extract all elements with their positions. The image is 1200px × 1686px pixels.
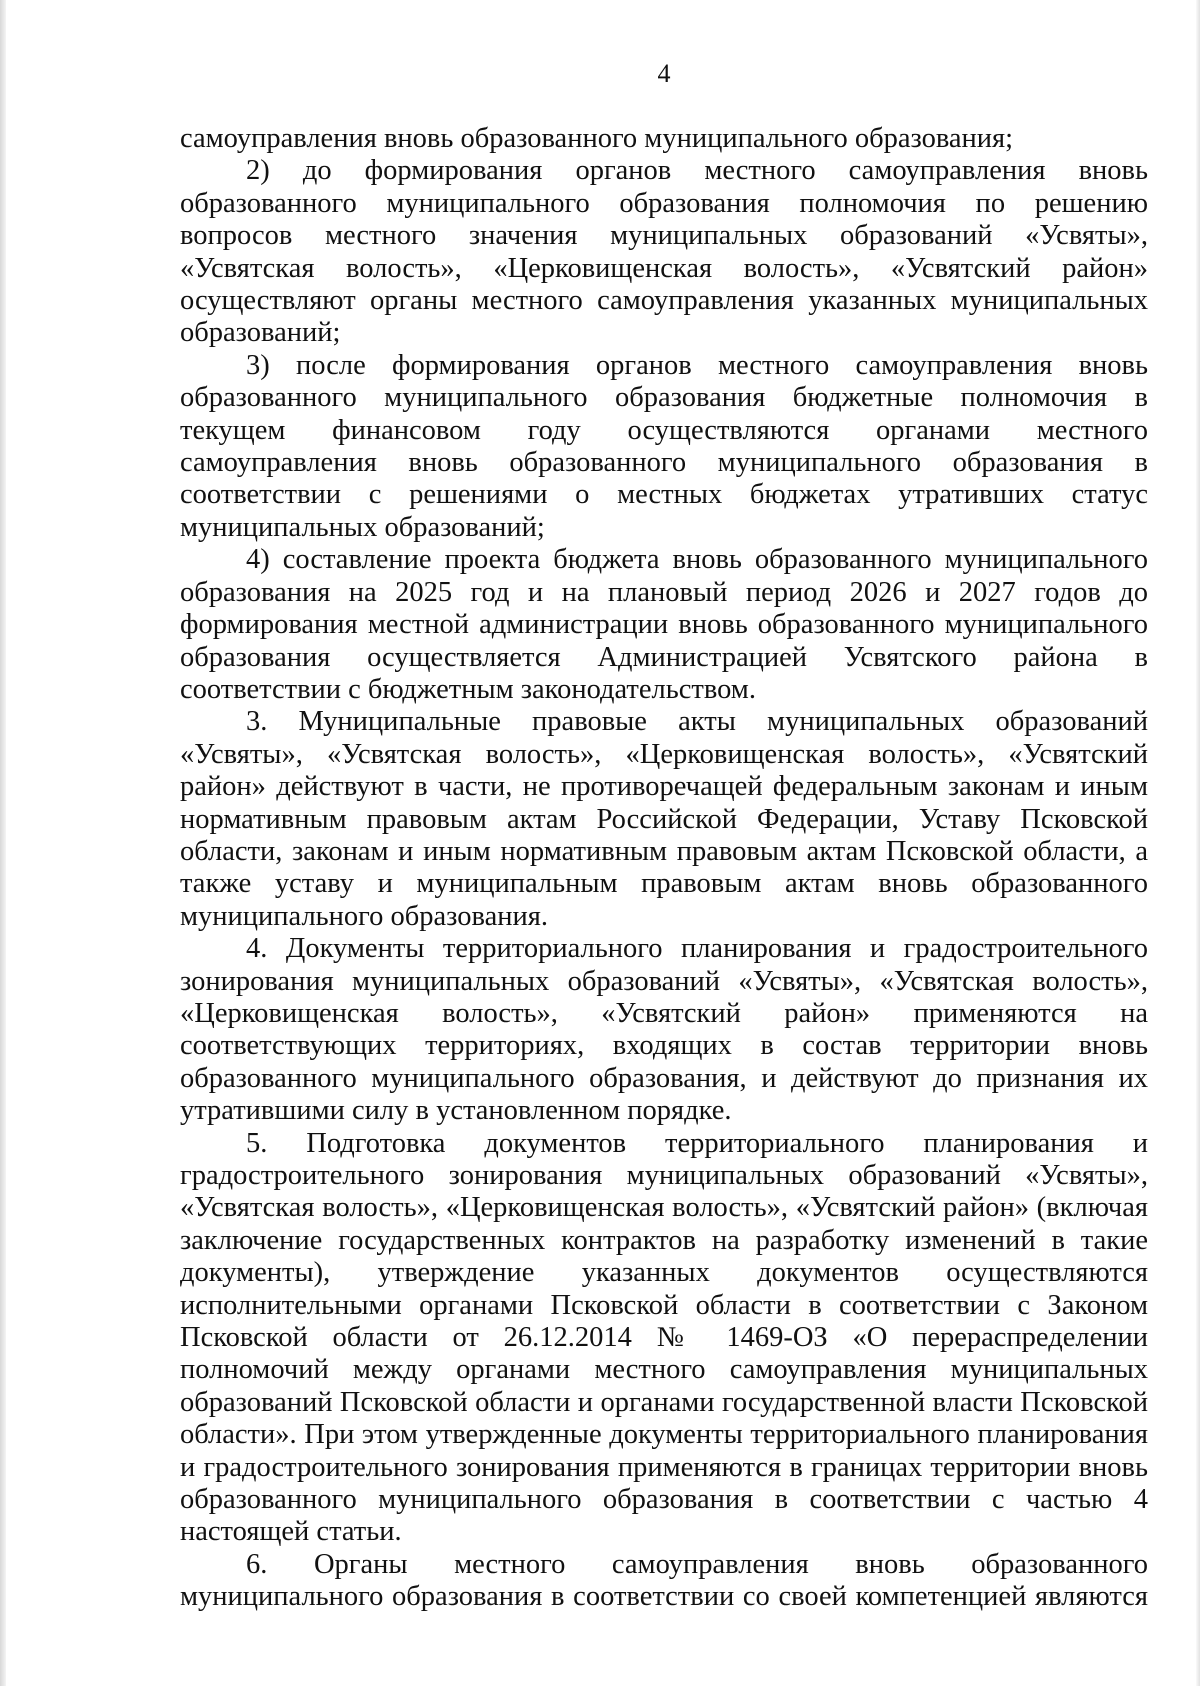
paragraph-part-5: 5. Подготовка документов территориального планирования и градостроительного зонирования муниципальных образований «Усвяты», «Усвятская волость», «Церковищенская волость», «Усвятский район» (включая заключение государственных контрактов на разработку изменений в такие документы), утверждение указанных документов осуществляются исполнительными органами Псковской области в соответствии с Законом Псковской области от 26.12.2014 № 1469-ОЗ «О перераспределении полномочий между органами местного самоуправления муниципальных образований Псковской области и органами государственной власти Псковской области». При этом утвержденные документы территориального планирования и градостроительного зонирования применяются в границах территории вновь образованного муниципального образования в соответствии с частью 4 настоящей статьи. [180, 1127, 1148, 1548]
page-number: 4 [657, 59, 671, 88]
scan-edge-left [0, 0, 6, 1686]
scan-edge-right [1196, 0, 1200, 1686]
paragraph-item-4: 4) составление проекта бюджета вновь образованного муниципального образования на 2025 год и на плановый период 2026 и 2027 годов до формирования местной администрации вновь образованного муниципального образования осуществляется Администрацией Усвятского района в соответствии с бюджетным законодательством. [180, 544, 1148, 705]
document-page [180, 58, 1148, 1614]
paragraph-part-4: 4. Документы территориального планирования и градостроительного зонирования муниципальных образований «Усвяты», «Усвятская волость», «Церковищенская волость», «Усвятский район» применяются на соответствующих территориях, входящих в состав территории вновь образованного муниципального образования, и действуют до признания их утратившими силу в установленном порядке. [180, 933, 1148, 1127]
paragraph-continuation: самоуправления вновь образованного муниципального образования; [180, 123, 1014, 154]
paragraph-item-3: 3) после формирования органов местного самоуправления вновь образованного муниципального образования бюджетные полномочия в текущем финансовом году осуществляются органами местного самоуправления вновь образованного муниципального образования в соответствии с решениями о местных бюджетах утративших статус муниципальных образований; [180, 349, 1148, 543]
paragraph-part-6: 6. Органы местного самоуправления вновь образованного муниципального образования в соответствии со своей компетенцией являются [180, 1548, 1148, 1613]
paragraph-part-3: 3. Муниципальные правовые акты муниципальных образований «Усвяты», «Усвятская волость», «Церковищенская волость», «Усвятский район» действуют в части, не противоречащей федеральным законам и иным нормативным правовым актам Российской Федерации, Уставу Псковской области, законам и иным нормативным правовым актам Псковской области, а также уставу и муниципальным правовым актам вновь образованного муниципального образования. [180, 706, 1148, 932]
paragraph-item-2: 2) до формирования органов местного самоуправления вновь образованного муниципального образования полномочия по решению вопросов местного значения муниципальных образований «Усвяты», «Усвятская волость», «Церковищенская волость», «Усвятский район» осуществляют органы местного самоуправления указанных муниципальных образований; [180, 155, 1148, 349]
